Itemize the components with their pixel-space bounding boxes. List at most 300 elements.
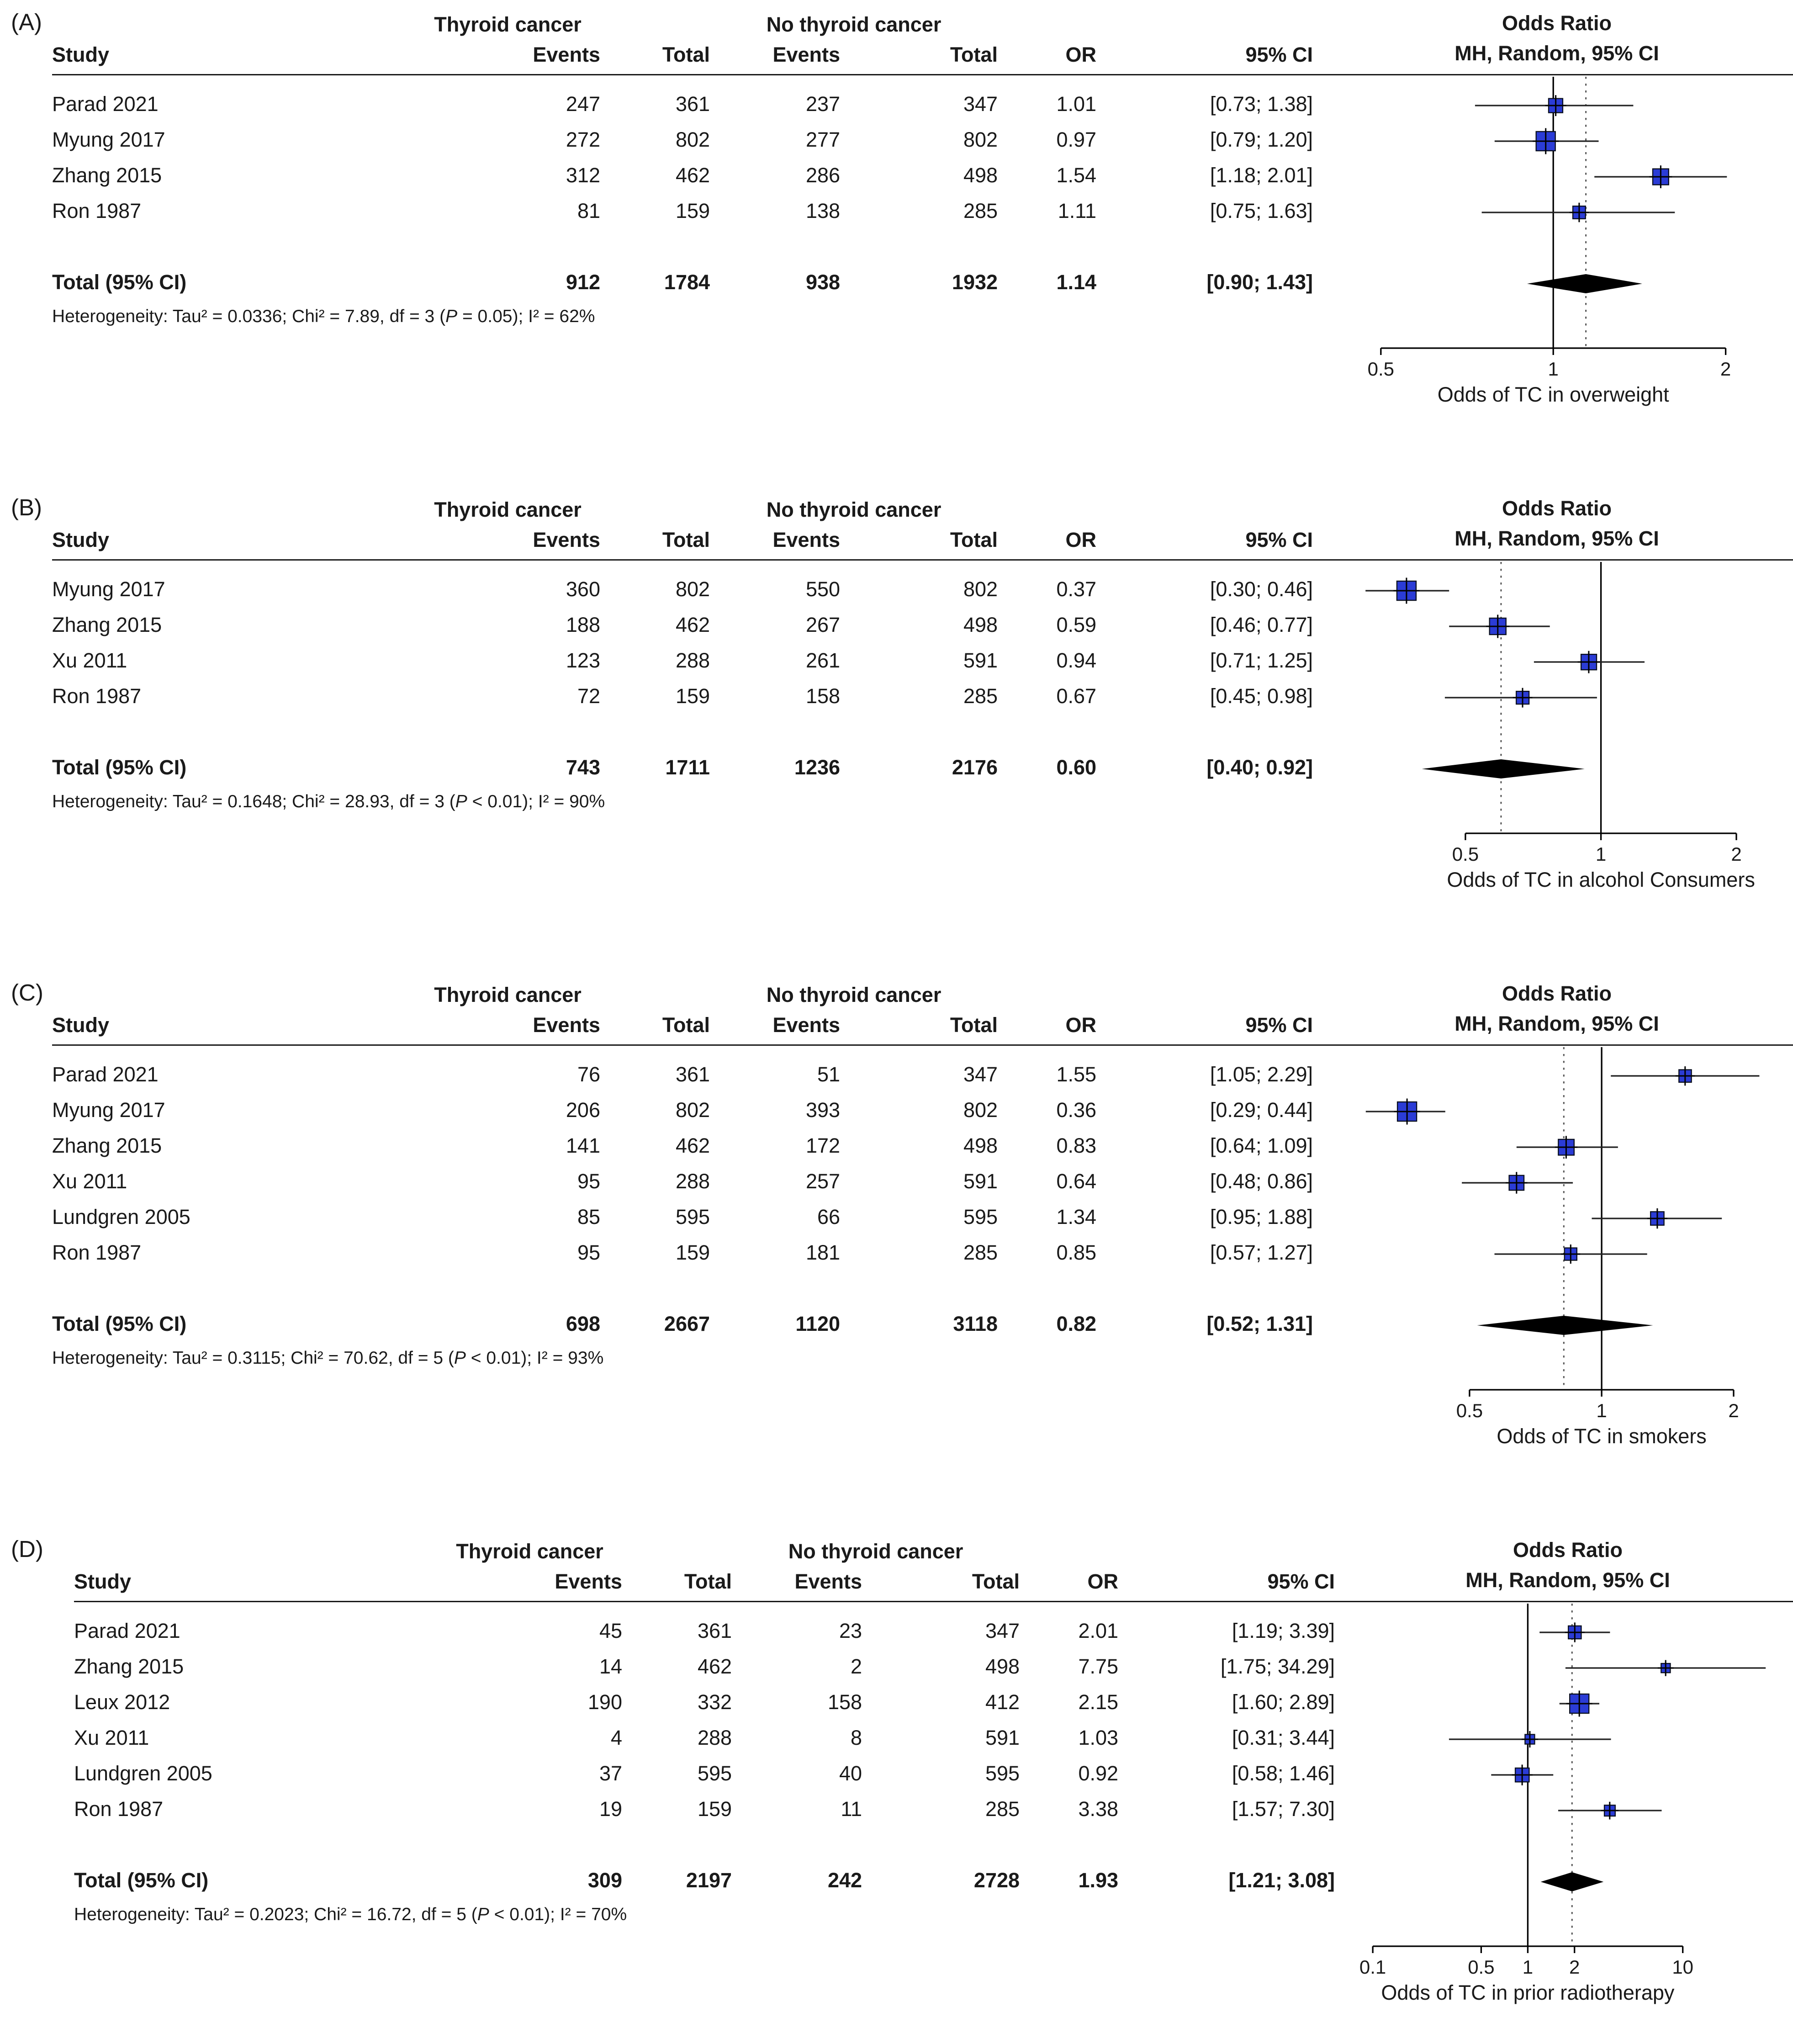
study-row — [74, 1721, 1335, 1757]
total-thyroid-value: 462 — [675, 1135, 710, 1158]
study-name: Xu 2011 — [74, 1727, 149, 1750]
heterogeneity-note — [74, 1901, 1335, 1928]
total-thyroid-value: 462 — [675, 614, 710, 637]
total-thyroid-value: 361 — [675, 1064, 710, 1087]
study-row — [52, 1165, 1313, 1201]
total-events-no-thyroid: 1120 — [795, 1313, 841, 1336]
or-value: 0.64 — [1056, 1170, 1097, 1194]
events-thyroid-value: 76 — [577, 1064, 600, 1087]
group-header-row — [52, 981, 1313, 1011]
col-group-thyroid-cancer: Thyroid cancer — [456, 1541, 603, 1564]
ci-value: [0.64; 1.09] — [1210, 1135, 1313, 1158]
plot-subtitle: MH, Random, 95% CI — [1454, 527, 1659, 550]
total-no-thyroid-value: 285 — [963, 1242, 998, 1265]
events-no-thyroid-value: 23 — [839, 1620, 862, 1643]
events-thyroid-value: 123 — [566, 650, 600, 673]
study-row — [52, 1129, 1313, 1165]
heterogeneity-text: = 0.05); I² = 62% — [457, 306, 595, 326]
study-row — [52, 1201, 1313, 1236]
plot-subtitle: MH, Random, 95% CI — [1454, 1012, 1659, 1035]
total-thyroid-value: 288 — [697, 1727, 732, 1750]
study-row — [52, 1058, 1313, 1094]
axis-caption: Odds of TC in overweight — [1437, 383, 1669, 406]
panel-b-plot — [1324, 496, 1793, 907]
events-no-thyroid-value: 158 — [805, 685, 841, 709]
study-name: Leux 2012 — [74, 1691, 170, 1715]
study-row — [52, 1094, 1313, 1129]
panel-b — [11, 496, 1793, 907]
ci-value: [0.79; 1.20] — [1210, 129, 1313, 152]
panel-a-plot — [1324, 11, 1793, 422]
heterogeneity-p: P — [477, 1904, 489, 1924]
panel-c-label: (C) — [11, 980, 43, 1006]
col-total-no-thyroid: Total — [950, 44, 998, 67]
plot-title: Odds Ratio — [1502, 497, 1612, 520]
study-name: Lundgren 2005 — [52, 1206, 190, 1229]
ci-value: [0.48; 0.86] — [1210, 1170, 1313, 1194]
or-value: 1.01 — [1056, 93, 1097, 116]
study-name: Ron 1987 — [52, 685, 142, 709]
study-row — [52, 88, 1313, 123]
study-name: Zhang 2015 — [74, 1656, 184, 1679]
total-no-thyroid-value: 498 — [963, 164, 998, 188]
total-diamond — [1541, 1872, 1604, 1891]
total-thyroid-value: 802 — [675, 129, 710, 152]
total-no-thyroid-value: 591 — [963, 650, 998, 673]
total-no-thyroid-value: 498 — [985, 1656, 1020, 1679]
plot-subtitle: MH, Random, 95% CI — [1465, 1568, 1670, 1592]
total-no-thyroid-value: 802 — [963, 129, 998, 152]
events-thyroid-value: 85 — [577, 1206, 600, 1229]
events-thyroid-value: 190 — [587, 1691, 622, 1715]
or-value: 0.85 — [1056, 1242, 1097, 1265]
study-name: Zhang 2015 — [52, 164, 162, 188]
events-no-thyroid-value: 267 — [805, 614, 841, 637]
total-thyroid-value: 361 — [675, 93, 710, 116]
heterogeneity-note — [52, 788, 1313, 815]
total-row — [52, 1308, 1313, 1343]
or-value: 7.75 — [1078, 1656, 1119, 1679]
study-table — [52, 11, 1313, 302]
study-name: Ron 1987 — [52, 200, 142, 223]
or-value: 2.01 — [1078, 1620, 1119, 1643]
study-row — [74, 1793, 1335, 1828]
total-thyroid-value: 159 — [675, 1242, 710, 1265]
events-thyroid-value: 14 — [599, 1656, 622, 1679]
events-no-thyroid-value: 237 — [805, 93, 841, 116]
total-ci-value: [0.52; 1.31] — [1206, 1313, 1313, 1336]
group-header-row — [52, 496, 1313, 526]
total-diamond — [1527, 274, 1642, 293]
total-total-thyroid: 1711 — [665, 757, 710, 780]
ci-value: [1.19; 3.39] — [1232, 1620, 1335, 1643]
events-no-thyroid-value: 138 — [805, 200, 841, 223]
or-value: 2.15 — [1078, 1691, 1119, 1715]
col-events-thyroid: Events — [533, 44, 600, 67]
plot-subtitle: MH, Random, 95% CI — [1454, 42, 1659, 65]
col-group-no-thyroid-cancer: No thyroid cancer — [788, 1541, 963, 1564]
total-row — [52, 266, 1313, 302]
total-total-no-thyroid: 3118 — [953, 1313, 998, 1336]
events-no-thyroid-value: 8 — [851, 1727, 862, 1750]
study-name: Xu 2011 — [52, 650, 127, 673]
panel-c — [11, 981, 1793, 1464]
ci-value: [1.18; 2.01] — [1210, 164, 1313, 188]
col-group-no-thyroid-cancer: No thyroid cancer — [766, 984, 941, 1007]
panel-b-label: (B) — [11, 495, 42, 521]
events-no-thyroid-value: 172 — [805, 1135, 841, 1158]
total-label: Total (95% CI) — [52, 271, 187, 295]
study-name: Ron 1987 — [52, 1242, 142, 1265]
heterogeneity-text: Heterogeneity: Tau² = 0.0336; Chi² = 7.89, df = 3 ( — [52, 306, 446, 326]
total-thyroid-value: 288 — [675, 650, 710, 673]
heterogeneity-text: Heterogeneity: Tau² = 0.2023; Chi² = 16.72, df = 5 ( — [74, 1904, 477, 1924]
study-name: Myung 2017 — [52, 1099, 165, 1123]
or-value: 0.97 — [1056, 129, 1097, 152]
total-or-value: 0.82 — [1056, 1313, 1097, 1336]
events-no-thyroid-value: 181 — [805, 1242, 841, 1265]
events-no-thyroid-value: 66 — [817, 1206, 841, 1229]
total-no-thyroid-value: 347 — [963, 1064, 998, 1087]
or-value: 0.36 — [1056, 1099, 1097, 1123]
heterogeneity-p: P — [455, 791, 467, 811]
total-no-thyroid-value: 285 — [985, 1798, 1020, 1822]
col-study: Study — [74, 1571, 132, 1594]
col-total-no-thyroid: Total — [950, 1014, 998, 1038]
ci-value: [1.75; 34.29] — [1220, 1656, 1335, 1679]
study-name: Zhang 2015 — [52, 614, 162, 637]
events-thyroid-value: 19 — [599, 1798, 622, 1822]
col-events-thyroid: Events — [555, 1571, 622, 1594]
col-ci: 95% CI — [1245, 529, 1313, 552]
axis-caption: Odds of TC in prior radiotherapy — [1381, 1981, 1675, 2004]
axis-tick-label: 2 — [1728, 1400, 1739, 1421]
ci-value: [1.57; 7.30] — [1232, 1798, 1335, 1822]
panel-d-body — [74, 1538, 1793, 2020]
axis-tick-label: 1 — [1596, 1400, 1607, 1421]
events-no-thyroid-value: 40 — [839, 1763, 862, 1786]
plot-title: Odds Ratio — [1513, 1538, 1623, 1562]
col-total-no-thyroid: Total — [950, 529, 998, 552]
study-name: Lundgren 2005 — [74, 1763, 212, 1786]
ci-value: [0.58; 1.46] — [1232, 1763, 1335, 1786]
study-name: Ron 1987 — [74, 1798, 164, 1822]
events-thyroid-value: 95 — [577, 1242, 600, 1265]
total-no-thyroid-value: 802 — [963, 1099, 998, 1123]
study-row — [52, 573, 1313, 609]
ci-value: [1.05; 2.29] — [1210, 1064, 1313, 1087]
col-total-thyroid: Total — [662, 529, 710, 552]
or-value: 1.34 — [1056, 1206, 1097, 1229]
events-no-thyroid-value: 393 — [805, 1099, 841, 1123]
panel-a-label: (A) — [11, 10, 42, 36]
total-no-thyroid-value: 591 — [963, 1170, 998, 1194]
plot-title: Odds Ratio — [1502, 982, 1612, 1005]
total-thyroid-value: 802 — [675, 1099, 710, 1123]
total-thyroid-value: 332 — [697, 1691, 732, 1715]
total-no-thyroid-value: 498 — [963, 614, 998, 637]
col-events-no-thyroid: Events — [794, 1571, 862, 1594]
col-total-thyroid: Total — [684, 1571, 732, 1594]
col-study: Study — [52, 529, 110, 552]
total-label: Total (95% CI) — [52, 1313, 187, 1336]
total-row — [52, 751, 1313, 787]
heterogeneity-text: Heterogeneity: Tau² = 0.1648; Chi² = 28.93, df = 3 ( — [52, 791, 455, 811]
total-events-no-thyroid: 938 — [805, 271, 841, 295]
total-thyroid-value: 288 — [675, 1170, 710, 1194]
events-thyroid-value: 72 — [577, 685, 600, 709]
total-no-thyroid-value: 347 — [985, 1620, 1020, 1643]
total-thyroid-value: 462 — [697, 1656, 732, 1679]
events-no-thyroid-value: 277 — [805, 129, 841, 152]
events-no-thyroid-value: 2 — [851, 1656, 862, 1679]
col-events-thyroid: Events — [533, 1014, 600, 1038]
events-thyroid-value: 45 — [599, 1620, 622, 1643]
total-thyroid-value: 361 — [697, 1620, 732, 1643]
total-events-no-thyroid: 242 — [827, 1869, 862, 1893]
events-thyroid-value: 360 — [566, 578, 600, 602]
total-total-thyroid: 2197 — [686, 1869, 732, 1893]
total-events-thyroid: 743 — [566, 757, 600, 780]
or-value: 3.38 — [1078, 1798, 1119, 1822]
ci-value: [0.46; 0.77] — [1210, 614, 1313, 637]
col-ci: 95% CI — [1245, 1014, 1313, 1038]
col-events-no-thyroid: Events — [772, 44, 841, 67]
heterogeneity-text: < 0.01); I² = 90% — [467, 791, 605, 811]
study-row — [52, 680, 1313, 715]
total-thyroid-value: 595 — [697, 1763, 732, 1786]
or-value: 1.54 — [1056, 164, 1097, 188]
total-no-thyroid-value: 285 — [963, 200, 998, 223]
total-events-thyroid: 698 — [566, 1313, 600, 1336]
or-value: 0.83 — [1056, 1135, 1097, 1158]
panel-d — [11, 1538, 1793, 2020]
study-row — [52, 609, 1313, 644]
panel-d-table — [74, 1538, 1335, 1928]
total-events-thyroid: 309 — [587, 1869, 622, 1893]
heterogeneity-text: < 0.01); I² = 70% — [489, 1904, 627, 1924]
total-no-thyroid-value: 595 — [985, 1763, 1020, 1786]
col-ci: 95% CI — [1245, 44, 1313, 67]
col-events-thyroid: Events — [533, 529, 600, 552]
events-thyroid-value: 141 — [566, 1135, 600, 1158]
axis-tick-label: 1 — [1522, 1956, 1534, 1978]
events-no-thyroid-value: 261 — [805, 650, 841, 673]
col-group-no-thyroid-cancer: No thyroid cancer — [766, 14, 941, 37]
col-events-no-thyroid: Events — [772, 1014, 841, 1038]
panel-d-label: (D) — [11, 1536, 43, 1562]
total-total-no-thyroid: 2176 — [952, 757, 998, 780]
col-or: OR — [1065, 44, 1097, 67]
study-row — [52, 1236, 1313, 1272]
total-total-no-thyroid: 1932 — [952, 271, 998, 295]
study-row — [74, 1615, 1335, 1650]
study-row — [52, 123, 1313, 159]
group-header-row — [74, 1538, 1335, 1568]
total-row — [74, 1864, 1335, 1900]
total-no-thyroid-value: 285 — [963, 685, 998, 709]
col-total-thyroid: Total — [662, 44, 710, 67]
panel-a-table — [52, 11, 1313, 330]
or-value: 1.55 — [1056, 1064, 1097, 1087]
total-no-thyroid-value: 802 — [963, 578, 998, 602]
axis-caption: Odds of TC in smokers — [1497, 1424, 1707, 1448]
col-total-no-thyroid: Total — [972, 1571, 1020, 1594]
col-group-thyroid-cancer: Thyroid cancer — [434, 499, 582, 522]
col-group-thyroid-cancer: Thyroid cancer — [434, 14, 582, 37]
events-thyroid-value: 95 — [577, 1170, 600, 1194]
study-table — [52, 981, 1313, 1343]
ci-value: [0.30; 0.46] — [1210, 578, 1313, 602]
axis-tick-label: 2 — [1569, 1956, 1580, 1978]
col-or: OR — [1065, 529, 1097, 552]
heterogeneity-note — [52, 1345, 1313, 1372]
ci-value: [0.29; 0.44] — [1210, 1099, 1313, 1123]
col-study: Study — [52, 44, 110, 67]
heterogeneity-text: < 0.01); I² = 93% — [465, 1347, 604, 1368]
ci-value: [0.71; 1.25] — [1210, 650, 1313, 673]
col-or: OR — [1087, 1571, 1119, 1594]
total-diamond — [1422, 759, 1585, 778]
events-thyroid-value: 206 — [566, 1099, 600, 1123]
total-thyroid-value: 159 — [675, 685, 710, 709]
axis-tick-label: 0.5 — [1468, 1956, 1495, 1978]
events-thyroid-value: 37 — [599, 1763, 622, 1786]
col-or: OR — [1065, 1014, 1097, 1038]
col-study: Study — [52, 1014, 110, 1038]
study-name: Parad 2021 — [52, 93, 159, 116]
group-header-row — [52, 11, 1313, 41]
events-no-thyroid-value: 158 — [827, 1691, 862, 1715]
events-thyroid-value: 188 — [566, 614, 600, 637]
total-no-thyroid-value: 498 — [963, 1135, 998, 1158]
study-row — [52, 159, 1313, 195]
study-table — [74, 1538, 1335, 1900]
total-or-value: 0.60 — [1056, 757, 1097, 780]
total-no-thyroid-value: 591 — [985, 1727, 1020, 1750]
total-thyroid-value: 159 — [697, 1798, 732, 1822]
study-name: Parad 2021 — [74, 1620, 180, 1643]
study-name: Myung 2017 — [52, 129, 165, 152]
study-name: Xu 2011 — [52, 1170, 127, 1194]
total-thyroid-value: 462 — [675, 164, 710, 188]
or-value: 0.94 — [1056, 650, 1097, 673]
events-no-thyroid-value: 550 — [805, 578, 841, 602]
total-total-thyroid: 2667 — [664, 1313, 710, 1336]
events-thyroid-value: 312 — [566, 164, 600, 188]
panel-d-plot — [1346, 1538, 1793, 2020]
axis-tick-label: 1 — [1548, 358, 1559, 380]
study-row — [52, 195, 1313, 230]
col-group-no-thyroid-cancer: No thyroid cancer — [766, 499, 941, 522]
total-diamond — [1477, 1316, 1653, 1335]
panel-c-table — [52, 981, 1313, 1372]
study-row — [74, 1650, 1335, 1686]
total-or-value: 1.14 — [1056, 271, 1097, 295]
forest-plot-svg — [1324, 11, 1793, 411]
study-row — [74, 1686, 1335, 1721]
column-header-row — [74, 1568, 1335, 1598]
total-thyroid-value: 802 — [675, 578, 710, 602]
ci-value: [0.31; 3.44] — [1232, 1727, 1335, 1750]
total-label: Total (95% CI) — [52, 757, 187, 780]
or-value: 0.59 — [1056, 614, 1097, 637]
total-events-thyroid: 912 — [566, 271, 600, 295]
or-value: 0.67 — [1056, 685, 1097, 709]
events-no-thyroid-value: 51 — [817, 1064, 841, 1087]
total-ci-value: [1.21; 3.08] — [1228, 1869, 1335, 1893]
column-header-row — [52, 526, 1313, 556]
events-thyroid-value: 81 — [577, 200, 600, 223]
plot-title: Odds Ratio — [1502, 11, 1612, 35]
or-value: 1.03 — [1078, 1727, 1119, 1750]
axis-tick-label: 0.5 — [1456, 1400, 1483, 1421]
ci-value: [0.57; 1.27] — [1210, 1242, 1313, 1265]
study-row — [52, 644, 1313, 680]
panel-b-table — [52, 496, 1313, 815]
axis-tick-label: 1 — [1595, 843, 1607, 865]
col-ci: 95% CI — [1267, 1571, 1335, 1594]
total-ci-value: [0.40; 0.92] — [1206, 757, 1313, 780]
axis-tick-label: 2 — [1731, 843, 1742, 865]
total-thyroid-value: 595 — [675, 1206, 710, 1229]
col-group-thyroid-cancer: Thyroid cancer — [434, 984, 582, 1007]
study-row — [74, 1757, 1335, 1793]
forest-plot-svg — [1324, 981, 1793, 1453]
total-events-no-thyroid: 1236 — [794, 757, 841, 780]
events-no-thyroid-value: 257 — [805, 1170, 841, 1194]
axis-caption: Odds of TC in alcohol Consumers — [1447, 868, 1755, 892]
column-header-row — [52, 1011, 1313, 1042]
col-events-no-thyroid: Events — [772, 529, 841, 552]
or-value: 0.92 — [1078, 1763, 1119, 1786]
or-value: 1.11 — [1058, 200, 1097, 223]
total-no-thyroid-value: 347 — [963, 93, 998, 116]
panel-b-body — [52, 496, 1793, 907]
ci-value: [0.73; 1.38] — [1210, 93, 1313, 116]
total-total-thyroid: 1784 — [664, 271, 710, 295]
axis-tick-label: 10 — [1672, 1956, 1694, 1978]
column-header-row — [52, 41, 1313, 71]
ci-value: [0.45; 0.98] — [1210, 685, 1313, 709]
events-no-thyroid-value: 11 — [841, 1798, 862, 1822]
axis-tick-label: 0.1 — [1359, 1956, 1386, 1978]
axis-tick-label: 0.5 — [1367, 358, 1394, 380]
total-total-no-thyroid: 2728 — [973, 1869, 1020, 1893]
panel-a-body — [52, 11, 1793, 422]
forest-plot-svg — [1324, 496, 1793, 896]
total-label: Total (95% CI) — [74, 1869, 209, 1893]
ci-value: [0.95; 1.88] — [1210, 1206, 1313, 1229]
ci-value: [1.60; 2.89] — [1232, 1691, 1335, 1715]
total-or-value: 1.93 — [1078, 1869, 1119, 1893]
col-total-thyroid: Total — [662, 1014, 710, 1038]
total-no-thyroid-value: 412 — [985, 1691, 1020, 1715]
study-table — [52, 496, 1313, 787]
heterogeneity-p: P — [445, 306, 458, 326]
forest-plot-svg — [1346, 1538, 1793, 2009]
heterogeneity-text: Heterogeneity: Tau² = 0.3115; Chi² = 70.62, df = 5 ( — [52, 1347, 454, 1368]
axis-tick-label: 2 — [1720, 358, 1731, 380]
study-name: Myung 2017 — [52, 578, 165, 602]
study-name: Parad 2021 — [52, 1064, 159, 1087]
panel-c-body — [52, 981, 1793, 1464]
axis-tick-label: 0.5 — [1452, 843, 1479, 865]
total-ci-value: [0.90; 1.43] — [1206, 271, 1313, 295]
events-thyroid-value: 247 — [566, 93, 600, 116]
heterogeneity-note — [52, 303, 1313, 330]
panel-c-plot — [1324, 981, 1793, 1464]
